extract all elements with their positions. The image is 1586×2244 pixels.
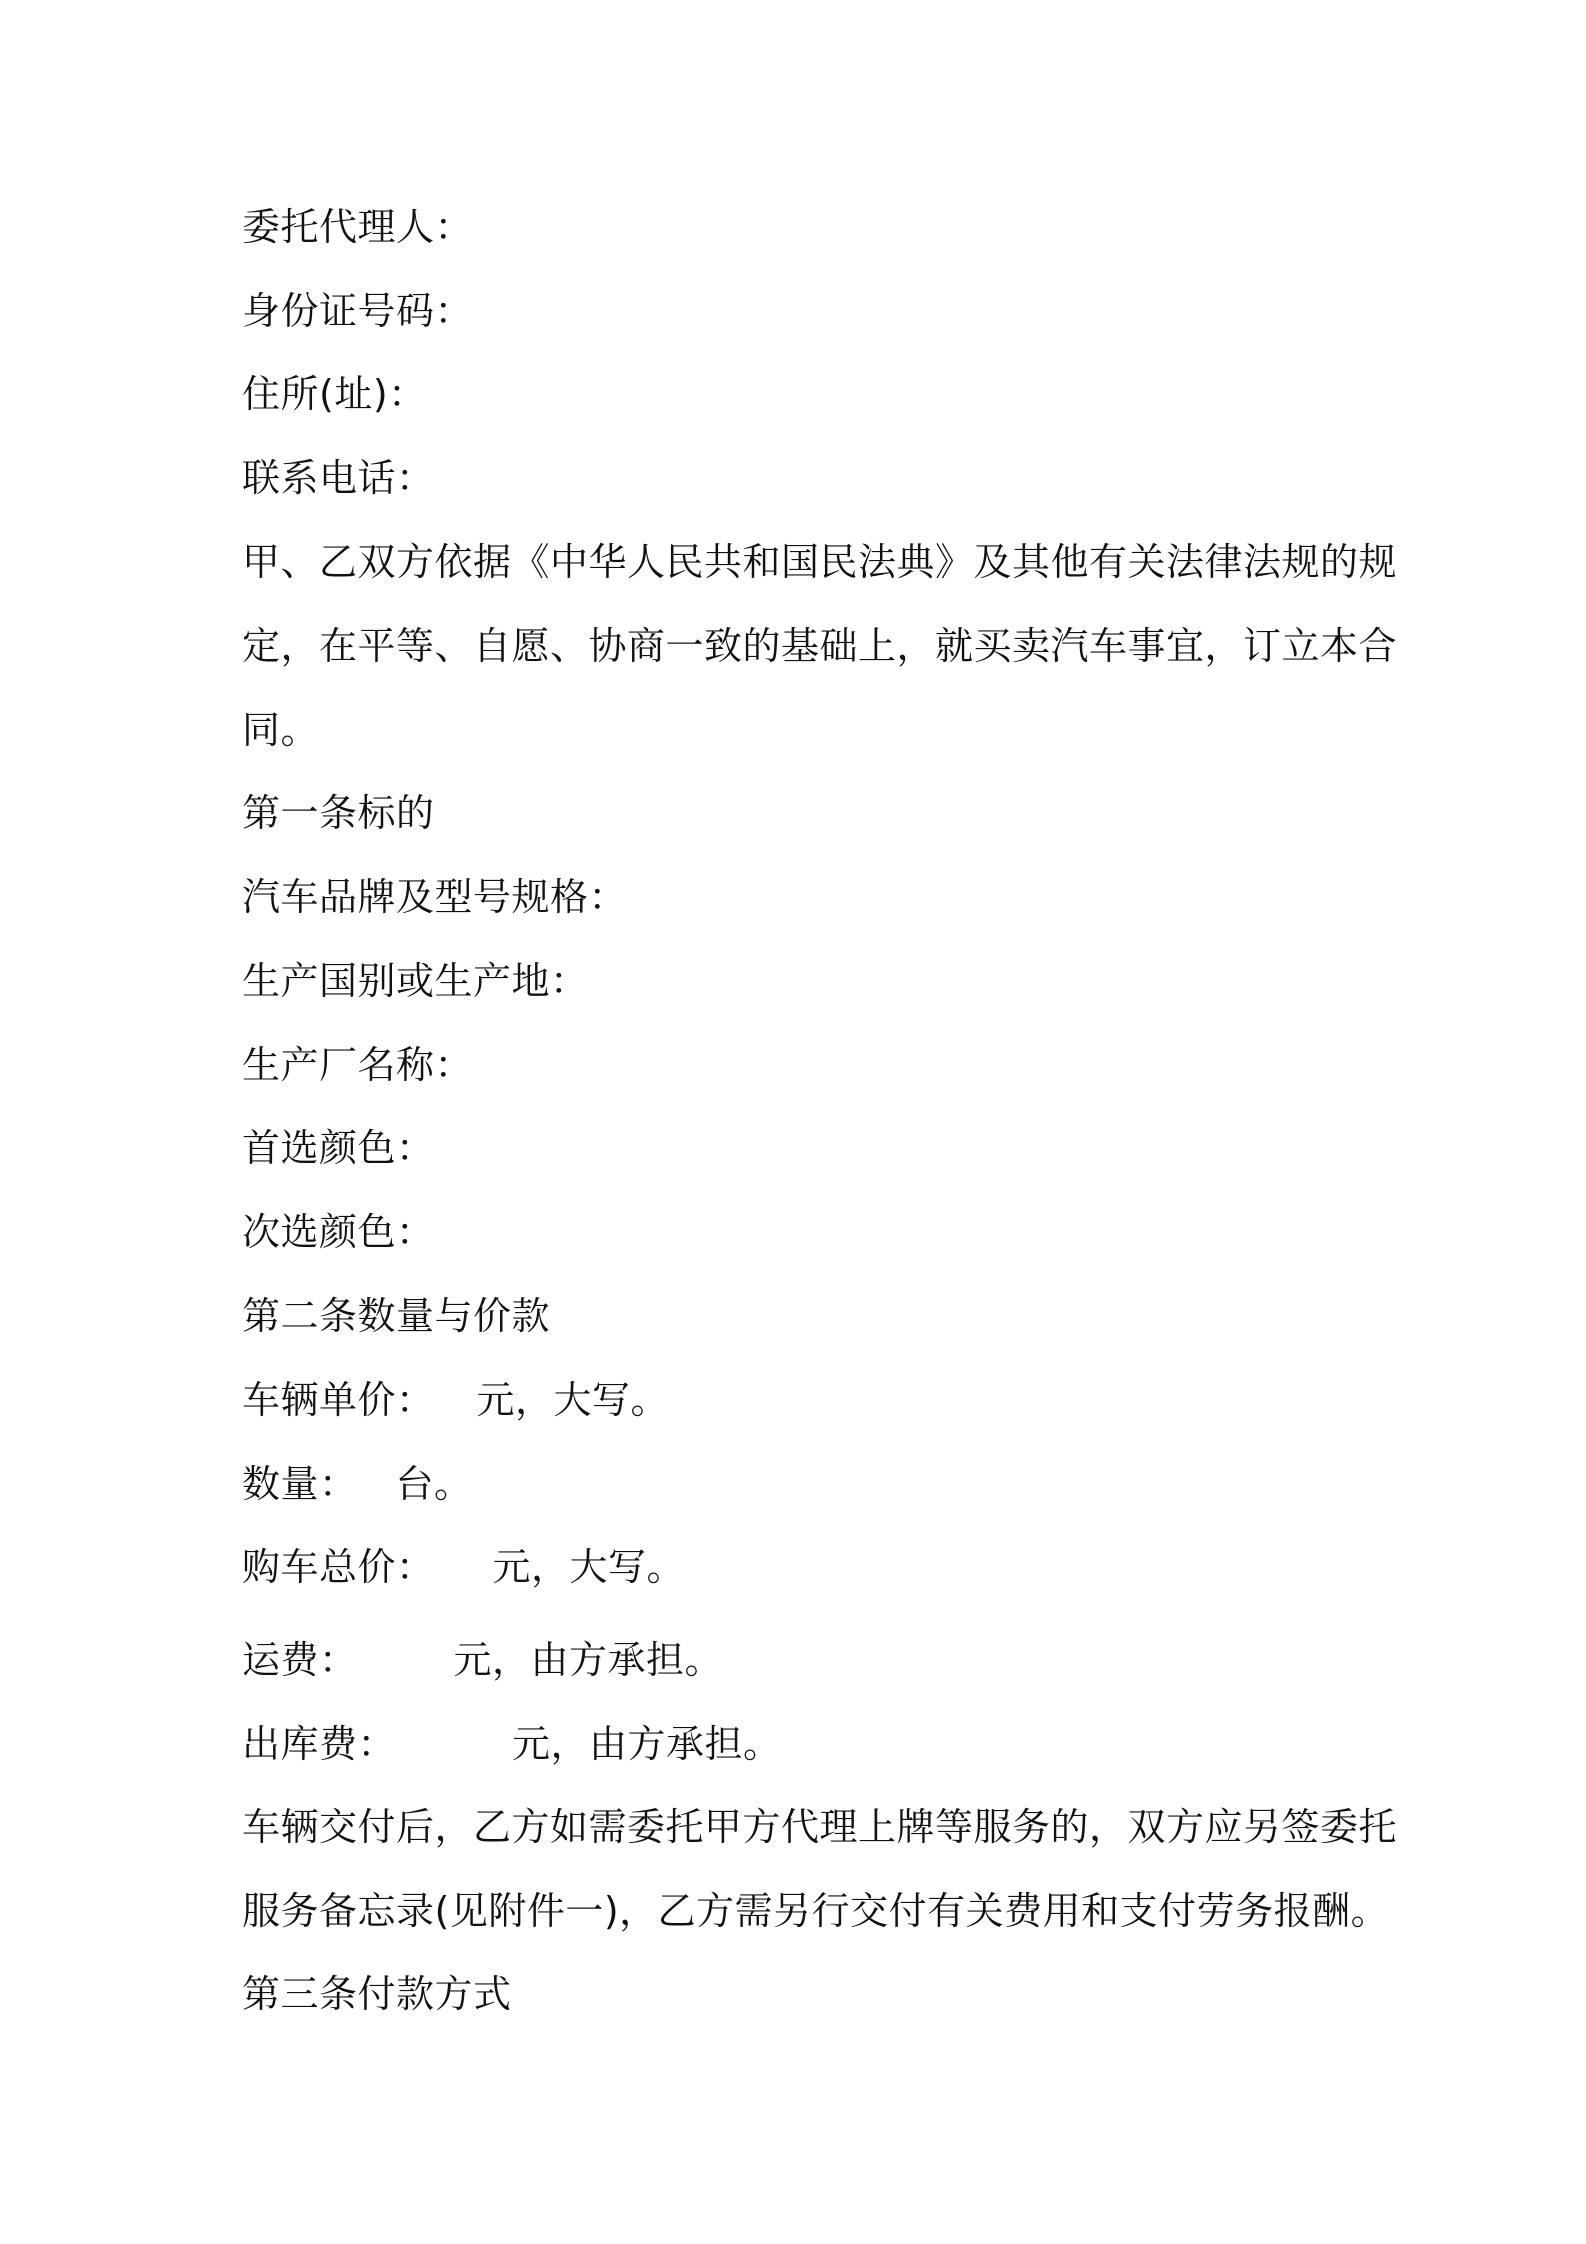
preamble-line-1: 甲、乙双方依据《中华人民共和国民法典》及其他有关法律法规的规 bbox=[242, 540, 1398, 584]
service-note-line-1: 车辆交付后，乙方如需委托甲方代理上牌等服务的，双方应另签委托 bbox=[242, 1805, 1398, 1849]
article-1-heading: 第一条标的 bbox=[242, 791, 435, 835]
preamble-line-2: 定，在平等、自愿、协商一致的基础上，就买卖汽车事宜，订立本合 bbox=[242, 624, 1398, 668]
field-origin-country: 生产国别或生产地： bbox=[242, 959, 589, 1003]
field-address: 住所(址)： bbox=[242, 372, 427, 416]
freight-row bbox=[242, 1636, 1362, 1684]
total-price-label: 购车总价： bbox=[242, 1545, 435, 1589]
field-primary-color: 首选颜色： bbox=[242, 1126, 435, 1170]
total-price-value: 元，大写。 bbox=[492, 1545, 686, 1589]
outbound-fee-row bbox=[242, 1720, 1362, 1768]
article-2-heading: 第二条数量与价款 bbox=[242, 1294, 551, 1338]
unit-price-label: 车辆单价： bbox=[242, 1378, 435, 1422]
field-id-number: 身份证号码： bbox=[242, 289, 474, 333]
quantity-row bbox=[242, 1460, 1362, 1508]
unit-price-value: 元，大写。 bbox=[476, 1378, 670, 1422]
outbound-fee-value: 元，由方承担。 bbox=[512, 1722, 782, 1766]
outbound-fee-label: 出库费： bbox=[242, 1722, 397, 1766]
field-car-brand-model: 汽车品牌及型号规格： bbox=[242, 875, 628, 919]
unit-price-row bbox=[242, 1376, 1362, 1424]
quantity-label: 数量： bbox=[242, 1462, 358, 1506]
total-price-row bbox=[242, 1543, 1362, 1591]
freight-value: 元，由方承担。 bbox=[453, 1638, 724, 1682]
freight-label: 运费： bbox=[242, 1638, 358, 1682]
field-manufacturer: 生产厂名称： bbox=[242, 1043, 474, 1087]
article-3-heading: 第三条付款方式 bbox=[242, 1972, 512, 2016]
field-phone: 联系电话： bbox=[242, 456, 435, 500]
quantity-value: 台。 bbox=[395, 1462, 473, 1506]
preamble-line-3: 同。 bbox=[242, 708, 320, 752]
service-note-line-2: 服务备忘录(见附件一)，乙方需另行交付有关费用和支付劳务报酬。 bbox=[242, 1889, 1390, 1933]
field-secondary-color: 次选颜色： bbox=[242, 1210, 435, 1254]
field-agent: 委托代理人： bbox=[242, 205, 474, 249]
